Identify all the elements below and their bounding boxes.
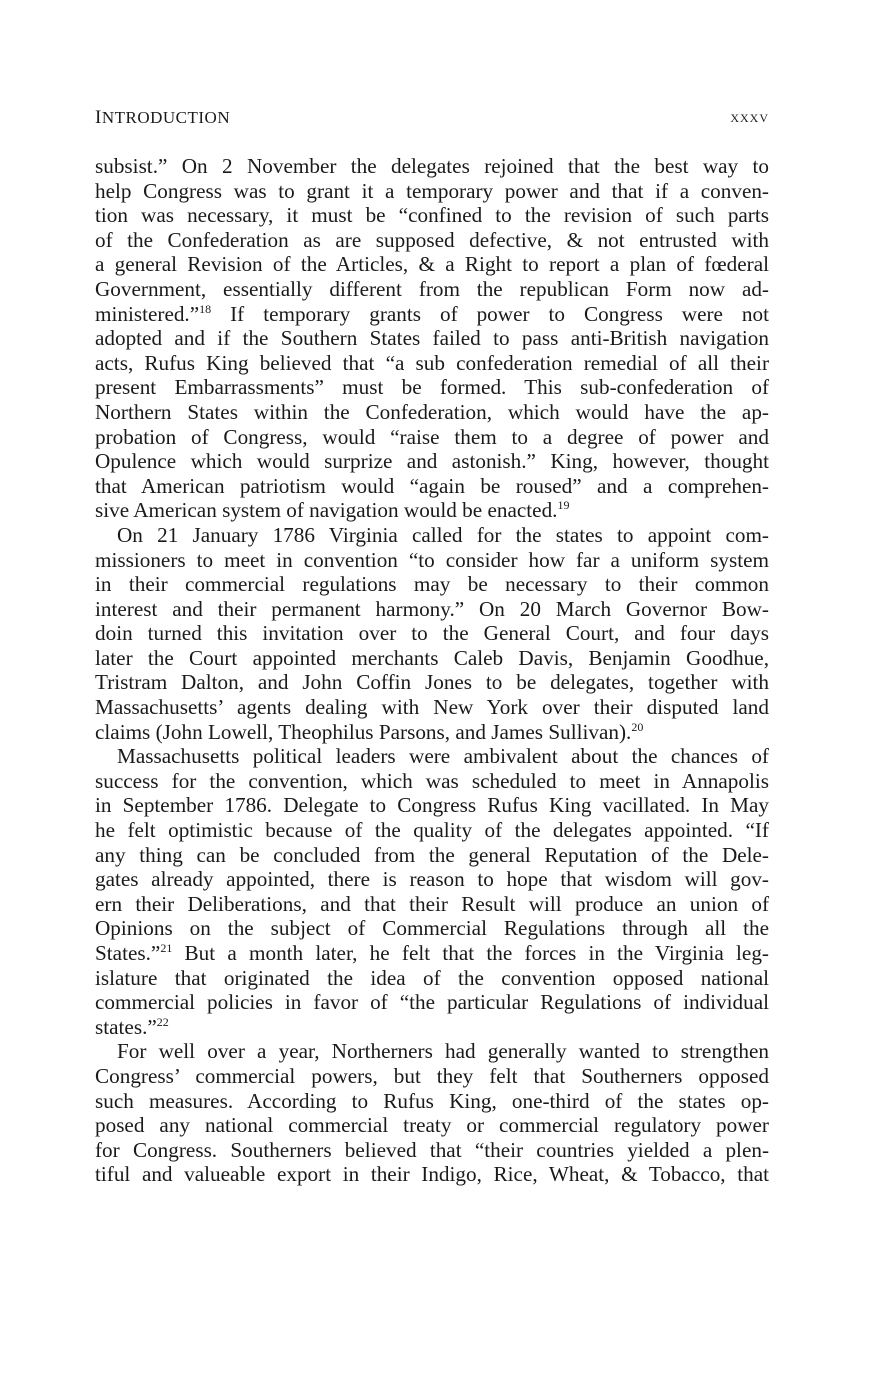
- text-line: [95, 326, 769, 351]
- text-line: [95, 548, 769, 573]
- footnote-ref: 22: [156, 1014, 169, 1029]
- line-text: in September 1786. Delegate to Congress Rufus King vacillated. In May: [95, 793, 769, 818]
- text-line: [95, 990, 769, 1015]
- line-text: Opulence which would surprize and astonish.” King, however, thought: [95, 449, 769, 474]
- text-line: [95, 1162, 769, 1187]
- line-text: Government, essentially different from the republican Form now ad-: [95, 276, 769, 301]
- line-text: a general Revision of the Articles, & a Right to report a plan of fœderal: [95, 252, 769, 277]
- text-line: [95, 769, 769, 794]
- line-text: doin turned this invitation over to the General Court, and four days: [95, 621, 769, 646]
- text-line: [95, 1015, 769, 1040]
- body-text: [95, 154, 769, 1187]
- line-text: acts, Rufus King believed that “a sub confederation remedial of all their: [95, 350, 769, 375]
- page-number: xxxv: [730, 107, 769, 126]
- line-text: adopted and if the Southern States failed to pass anti-British navigation: [95, 326, 769, 351]
- line-text: later the Court appointed merchants Caleb Davis, Benjamin Goodhue,: [95, 645, 769, 670]
- text-line: [95, 1138, 769, 1163]
- footnote-ref: 21: [160, 941, 173, 955]
- text-line: [95, 670, 769, 695]
- text-line: [95, 621, 769, 646]
- line-text: gates already appointed, there is reason to hope that wisdom will gov-: [95, 867, 769, 892]
- chapter-title: INTRODUCTION: [95, 107, 231, 128]
- text-line: [95, 425, 769, 450]
- line-text: present Embarrassments” must be formed. This sub-confederation of: [95, 375, 769, 400]
- footnote-ref: 20: [631, 719, 644, 734]
- line-text: success for the convention, which was scheduled to meet in Annapolis: [95, 768, 769, 793]
- line-text: that American patriotism would “again be roused” and a comprehen-: [95, 473, 769, 498]
- text-line: [95, 474, 769, 499]
- line-text: States.”: [95, 941, 161, 965]
- line-text: On 21 January 1786 Virginia called for the states to appoint com-: [117, 522, 769, 547]
- text-line: [95, 179, 769, 204]
- text-line: [95, 154, 769, 179]
- text-line: [95, 400, 769, 425]
- line-text-continued: But a month later, he felt that the forces in the Virginia leg-: [172, 941, 769, 965]
- text-line: [95, 277, 769, 302]
- text-line: [95, 597, 769, 622]
- text-line: [95, 498, 769, 523]
- line-text: islature that originated the idea of the convention opposed national: [95, 965, 769, 990]
- text-line: [95, 351, 769, 376]
- line-text: ern their Deliberations, and that their Result will produce an union of: [95, 891, 769, 916]
- text-line: [95, 646, 769, 671]
- text-line: [95, 375, 769, 400]
- text-line: [95, 966, 769, 991]
- text-line: [95, 228, 769, 253]
- line-text: he felt optimistic because of the quality of the delegates appointed. “If: [95, 818, 769, 843]
- line-text: states.”: [95, 1014, 157, 1039]
- text-line: [95, 252, 769, 277]
- line-text: Opinions on the subject of Commercial Regulations through all the: [95, 916, 769, 941]
- line-text: commercial policies in favor of “the particular Regulations of individual: [95, 990, 769, 1015]
- line-text: for Congress. Southerners believed that “their countries yielded a plen-: [95, 1137, 769, 1162]
- text-line: [95, 720, 769, 745]
- line-text: help Congress was to grant it a temporary power and that if a conven-: [95, 178, 769, 203]
- text-line: [95, 449, 769, 474]
- footnote-ref: 19: [557, 498, 570, 513]
- text-line: [95, 892, 769, 917]
- line-text: missioners to meet in convention “to consider how far a uniform system: [95, 547, 769, 572]
- text-line: [95, 818, 769, 843]
- text-line: [95, 572, 769, 597]
- footnote-ref: 18: [199, 301, 212, 316]
- line-text: tiful and valueable export in their Indigo, Rice, Wheat, & Tobacco, that: [95, 1162, 769, 1187]
- text-line: [95, 867, 769, 892]
- text-line: [95, 941, 769, 966]
- line-text: subsist.” On 2 November the delegates rejoined that the best way to: [95, 154, 769, 178]
- text-line: [95, 1039, 769, 1064]
- text-line: [95, 523, 769, 548]
- line-text: ministered.”: [95, 301, 200, 326]
- line-text: For well over a year, Northerners had generally wanted to strengthen: [117, 1039, 769, 1064]
- line-text: interest and their permanent harmony.” On 20 March Governor Bow-: [95, 596, 769, 621]
- text-line: [95, 744, 769, 769]
- line-text-continued: If temporary grants of power to Congress were not: [211, 301, 769, 326]
- text-line: [95, 916, 769, 941]
- line-text: in their commercial regulations may be necessary to their common: [95, 572, 769, 597]
- line-text: sive American system of navigation would be enacted.: [95, 498, 558, 523]
- text-line: [95, 793, 769, 818]
- line-text: probation of Congress, would “raise them to a degree of power and: [95, 424, 769, 449]
- text-line: [95, 1089, 769, 1114]
- line-text: Congress’ commercial powers, but they felt that Southerners opposed: [95, 1063, 769, 1088]
- line-text: Northern States within the Confederation, which would have the ap-: [95, 399, 769, 424]
- line-text: such measures. According to Rufus King, one-third of the states op-: [95, 1088, 769, 1113]
- line-text: Massachusetts’ agents dealing with New York over their disputed land: [95, 695, 769, 720]
- text-line: [95, 843, 769, 868]
- line-text: of the Confederation as are supposed defective, & not entrusted with: [95, 227, 769, 252]
- line-text: posed any national commercial treaty or commercial regulatory power: [95, 1113, 769, 1138]
- text-line: [95, 695, 769, 720]
- text-line: [95, 1113, 769, 1138]
- text-line: [95, 302, 769, 327]
- line-text: Tristram Dalton, and John Coffin Jones to be delegates, together with: [95, 670, 769, 695]
- text-line: [95, 1064, 769, 1089]
- line-text: any thing can be concluded from the general Reputation of the Dele-: [95, 842, 769, 867]
- line-text: Massachusetts political leaders were ambivalent about the chances of: [117, 744, 769, 769]
- line-text: claims (John Lowell, Theophilus Parsons, and James Sullivan).: [95, 719, 632, 744]
- line-text: tion was necessary, it must be “confined to the revision of such parts: [95, 203, 769, 228]
- text-line: [95, 203, 769, 228]
